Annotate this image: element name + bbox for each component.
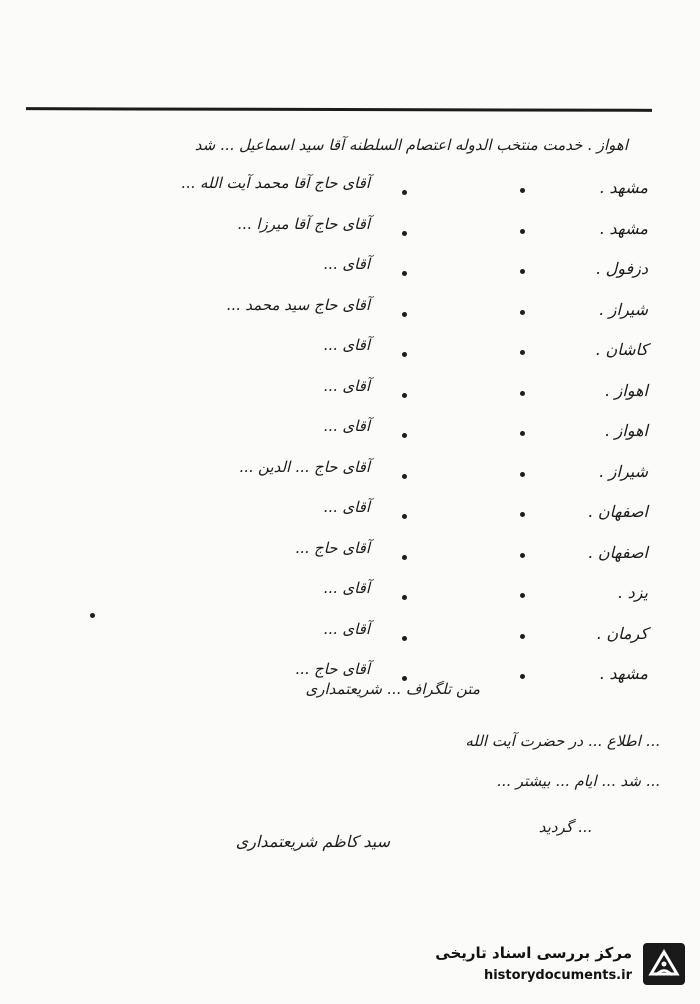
entry-row: [0, 174, 700, 208]
entry-name: آقای حاج سید محمد ...: [226, 296, 370, 314]
closing-line: ... گردید: [538, 818, 592, 836]
ditto-dot: [520, 512, 525, 517]
ditto-dot: [520, 269, 525, 274]
archive-url[interactable]: historydocuments.ir: [483, 968, 632, 983]
ditto-dot: [402, 595, 407, 600]
ditto-dot: [520, 188, 525, 193]
signature: سید کاظم شریعتمداری: [235, 832, 390, 851]
ditto-dot: [402, 636, 407, 641]
entry-name: آقای ...: [323, 579, 370, 597]
ditto-dot: [520, 350, 525, 355]
ditto-dot: [520, 431, 525, 436]
entry-name: آقای ...: [323, 255, 370, 273]
ditto-dot: [520, 229, 525, 234]
entry-city: کاشان .: [595, 340, 648, 359]
telegram-subject: متن تلگراف ... شریعتمداری: [305, 680, 480, 698]
entry-row: [0, 296, 700, 330]
watermark-footer: [406, 938, 686, 994]
body-line-1: ... اطلاع ... در حضرت آیت الله: [465, 732, 660, 750]
ditto-dot: [402, 514, 407, 519]
entry-city: کرمان .: [596, 624, 648, 643]
entry-name: آقای ...: [323, 417, 370, 435]
ditto-dot: [520, 310, 525, 315]
entry-city: یزد .: [617, 583, 648, 602]
ditto-dot: [402, 555, 407, 560]
entry-name: آقای ...: [323, 620, 370, 638]
ditto-dot: [520, 391, 525, 396]
ditto-dot: [402, 271, 407, 276]
entry-row: [0, 215, 700, 249]
entry-name: آقای حاج ...: [294, 660, 370, 678]
entry-row: [0, 579, 700, 613]
entry-city: دزفول .: [595, 259, 648, 278]
entry-row: [0, 498, 700, 532]
entry-city: اهواز .: [604, 421, 648, 440]
ditto-dot: [402, 352, 407, 357]
ditto-dot: [402, 312, 407, 317]
ditto-dot: [520, 553, 525, 558]
entry-row: [0, 336, 700, 370]
body-line-2: ... شد ... ایام ... بیشتر ...: [496, 772, 660, 790]
archive-title: مرکز بررسی اسناد تاریخی: [435, 944, 632, 962]
entry-city: شیراز .: [598, 300, 648, 319]
entry-row: [0, 255, 700, 289]
entry-name: آقای ...: [323, 377, 370, 395]
entry-name: آقای حاج آقا میرزا ...: [237, 215, 370, 233]
entry-name: آقای حاج آقا محمد آیت الله ...: [180, 174, 370, 192]
entry-city: اصفهان .: [587, 543, 648, 562]
entry-city: اصفهان .: [587, 502, 648, 521]
header-line: اهواز . خدمت منتخب الدوله اعتصام السلطنه آقا سید اسماعیل ... شد: [194, 136, 628, 154]
entry-city: اهواز .: [604, 381, 648, 400]
entry-name: آقای حاج ... الدین ...: [238, 458, 370, 476]
ditto-dot: [402, 190, 407, 195]
entry-city: مشهد .: [599, 219, 648, 238]
ditto-dot: [402, 433, 407, 438]
archive-logo-icon: [642, 942, 686, 986]
ditto-dot: [402, 231, 407, 236]
entry-name: آقای حاج ...: [294, 539, 370, 557]
entry-row: [0, 620, 700, 654]
ditto-dot: [520, 634, 525, 639]
entry-row: [0, 539, 700, 573]
ditto-dot: [520, 593, 525, 598]
stray-dot: [90, 613, 95, 618]
ditto-dot: [520, 674, 525, 679]
entry-city: مشهد .: [599, 664, 648, 683]
top-rule: [26, 107, 652, 112]
ditto-dot: [520, 472, 525, 477]
ditto-dot: [402, 393, 407, 398]
entry-row: [0, 377, 700, 411]
ditto-dot: [402, 474, 407, 479]
entry-name: آقای ...: [323, 336, 370, 354]
entry-city: مشهد .: [599, 178, 648, 197]
entry-row: [0, 458, 700, 492]
entry-row: [0, 417, 700, 451]
entry-name: آقای ...: [323, 498, 370, 516]
entry-city: شیراز .: [598, 462, 648, 481]
